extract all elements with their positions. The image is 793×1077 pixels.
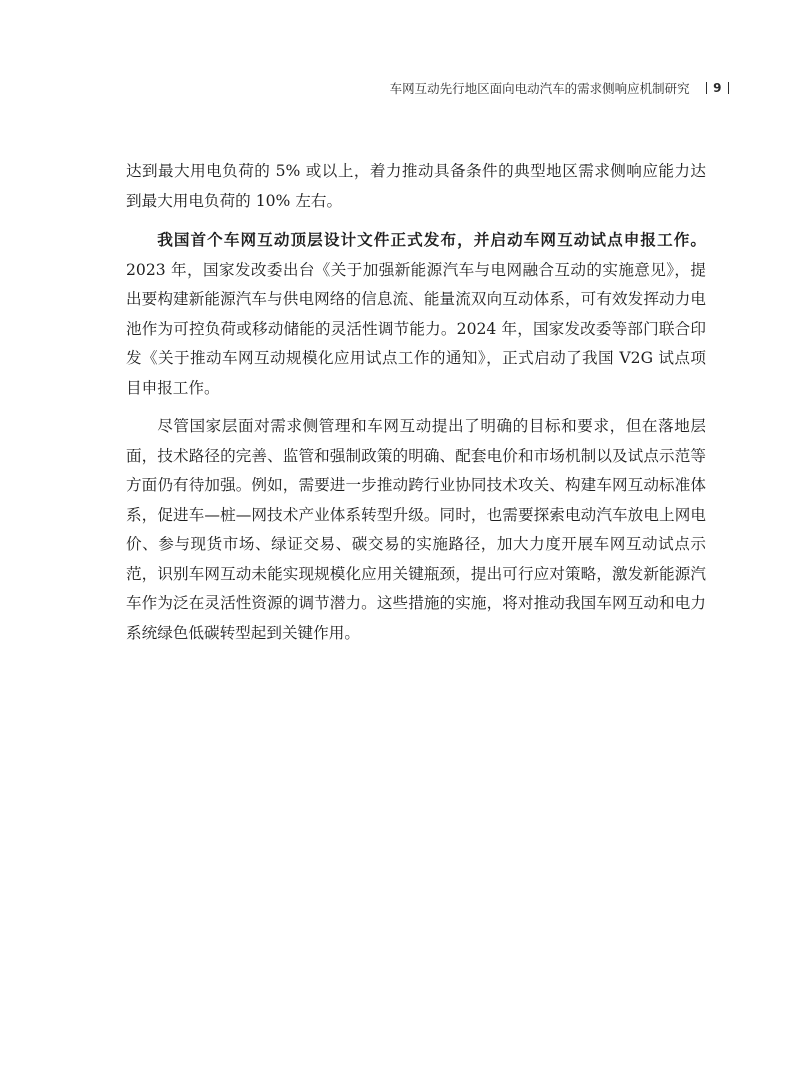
paragraph-challenges [126,412,706,648]
page-number: 9 [713,81,722,95]
paragraph-v2g-policy [126,225,706,403]
paragraph-continued [126,157,706,216]
paragraph-3-text: 尽管国家层面对需求侧管理和车网互动提出了明确的目标和要求，但在落地层面，技术路径的完善、监管和强制政策的明确、配套电价和市场机制以及试点示范等方面仍有待加强。例如，需要进一步推动跨行业协同技术攻关、构建车网互动标准体系，促进车—桩—网技术产业体系转型升级。同时，也需要探索电动汽车放电上网电价、参与现货市场、绿证交易、碳交易的实施路径，加大力度开展车网互动试点示范，识别车网互动未能实现规模化应用关键瓶颈，提出可行应对策略，激发新能源汽车作为泛在灵活性资源的调节潜力。这些措施的实施，将对推动我国车网互动和电力系统绿色低碳转型起到关键作用。 [126,417,706,642]
paragraph-2-text: 2023 年，国家发改委出台《关于加强新能源汽车与电网融合互动的实施意见》，提出要构建新能源汽车与供电网络的信息流、能量流双向互动体系，可有效发挥动力电池作为可控负荷或移动储能的灵活性调节能力。2024 年，国家发改委等部门联合印发《关于推动车网互动规模化应用试点工作的通知》，正式启动了我国 V2G 试点项目申报工作。 [126,260,706,397]
running-header [390,79,735,97]
paragraph-1-text: 达到最大用电负荷的 5% 或以上，着力推动具备条件的典型地区需求侧响应能力达到最大用电负荷的 10% 左右。 [126,162,706,210]
paragraph-2-bold-lead: 我国首个车网互动顶层设计文件正式发布，并启动车网互动试点申报工作。 [157,230,706,249]
running-title: 车网互动先行地区面向电动汽车的需求侧响应机制研究 [389,81,690,96]
body-text [126,157,706,657]
header-separator-left [706,82,708,94]
header-separator-right [728,82,730,94]
